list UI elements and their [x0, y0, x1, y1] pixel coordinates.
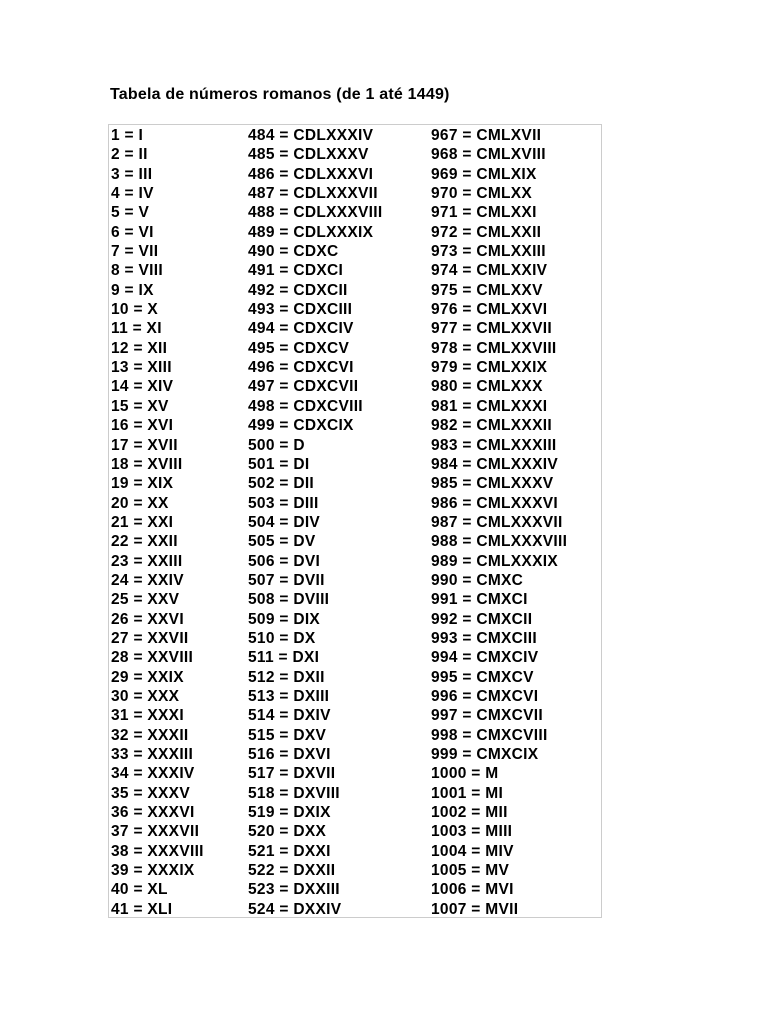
table-entry: 505 = DV — [248, 533, 316, 551]
table-entry: 997 = CMXCVII — [431, 707, 544, 725]
table-entry: 34 = XXXIV — [111, 765, 195, 783]
table-entry: 984 = CMLXXXIV — [431, 455, 558, 473]
table-entry: 524 = DXXIV — [248, 900, 342, 918]
table-entry: 1004 = MIV — [431, 842, 514, 860]
table-entry: 484 = CDLXXXIV — [248, 127, 374, 144]
table-entry: 491 = CDXCI — [248, 262, 344, 280]
table-entry: 977 = CMLXXVII — [431, 320, 552, 338]
table-entry: 991 = CMXCI — [431, 591, 528, 609]
table-entry: 8 = VIII — [111, 262, 163, 280]
table-entry: 999 = CMXCIX — [431, 746, 539, 763]
table-entry: 25 = XXV — [111, 591, 180, 609]
table-entry: 998 = CMXCVIII — [431, 726, 548, 744]
table-entry: 492 = CDXCII — [248, 281, 348, 299]
table-entry: 990 = CMXC — [431, 571, 524, 589]
table-entry: 507 = DVII — [248, 571, 325, 589]
table-entry: 515 = DXV — [248, 726, 327, 744]
table-entry: 1002 = MII — [431, 804, 508, 822]
table-entry: 972 = CMLXXII — [431, 223, 542, 241]
table-entry: 1 = I — [111, 127, 144, 144]
table-entry: 20 = XX — [111, 494, 169, 512]
table-entry: 2 = II — [111, 146, 148, 164]
table-entry: 13 = XIII — [111, 359, 172, 377]
table-column-2 — [248, 126, 382, 919]
table-entry: 983 = CMLXXXIII — [431, 436, 557, 454]
table-entry: 489 = CDLXXXIX — [248, 223, 374, 241]
table-entry: 1007 = MVII — [431, 900, 519, 918]
table-entry: 29 = XXIX — [111, 668, 184, 686]
table-entry: 495 = CDXCV — [248, 339, 350, 357]
table-entry: 36 = XXXVI — [111, 804, 195, 822]
table-entry: 6 = VI — [111, 223, 154, 241]
table-entry: 523 = DXXIII — [248, 881, 340, 899]
table-entry: 504 = DIV — [248, 513, 321, 531]
table-entry: 509 = DIX — [248, 610, 321, 628]
table-entry: 995 = CMXCV — [431, 668, 534, 686]
table-entry: 9 = IX — [111, 281, 154, 299]
table-entry: 520 = DXX — [248, 823, 327, 841]
table-entry: 993 = CMXCIII — [431, 629, 537, 647]
table-entry: 26 = XXVI — [111, 610, 184, 628]
page-title: Tabela de números romanos (de 1 até 1449) — [110, 86, 450, 103]
table-entry: 498 = CDXCVIII — [248, 397, 363, 415]
table-entry: 493 = CDXCIII — [248, 301, 353, 319]
table-entry: 21 = XXI — [111, 513, 174, 531]
table-entry: 970 = CMLXX — [431, 185, 533, 203]
table-entry: 975 = CMLXXV — [431, 281, 543, 299]
table-entry: 35 = XXXV — [111, 784, 190, 802]
table-entry: 19 = XIX — [111, 475, 174, 493]
table-entry: 487 = CDLXXXVII — [248, 185, 378, 203]
table-entry: 27 = XXVII — [111, 629, 189, 647]
table-entry: 32 = XXXII — [111, 726, 189, 744]
table-entry: 986 = CMLXXXVI — [431, 494, 558, 512]
table-entry: 1003 = MIII — [431, 823, 513, 841]
table-entry: 24 = XXIV — [111, 571, 184, 589]
table-entry: 996 = CMXCVI — [431, 687, 539, 705]
table-entry: 518 = DXVIII — [248, 784, 340, 802]
table-entry: 510 = DX — [248, 629, 316, 647]
table-entry: 40 = XL — [111, 881, 168, 899]
table-entry: 513 = DXIII — [248, 687, 330, 705]
table-entry: 7 = VII — [111, 243, 159, 261]
table-entry: 22 = XXII — [111, 533, 178, 551]
table-entry: 976 = CMLXXVI — [431, 301, 548, 319]
table-entry: 11 = XI — [111, 320, 162, 338]
table-entry: 31 = XXXI — [111, 707, 184, 725]
table-entry: 978 = CMLXXVIII — [431, 339, 557, 357]
table-entry: 3 = III — [111, 165, 153, 183]
table-entry: 494 = CDXCIV — [248, 320, 354, 338]
table-entry: 516 = DXVI — [248, 746, 331, 763]
table-entry: 12 = XII — [111, 339, 168, 357]
table-entry: 519 = DXIX — [248, 804, 331, 822]
table-entry: 1006 = MVI — [431, 881, 514, 899]
table-entry: 511 = DXI — [248, 649, 320, 667]
table-entry: 18 = XVIII — [111, 455, 183, 473]
table-entry: 5 = V — [111, 204, 150, 222]
table-entry: 30 = XXX — [111, 687, 180, 705]
table-entry: 969 = CMLXIX — [431, 165, 537, 183]
table-entry: 981 = CMLXXXI — [431, 397, 548, 415]
table-entry: 488 = CDLXXXVIII — [248, 204, 383, 222]
table-entry: 501 = DI — [248, 455, 310, 473]
table-entry: 486 = CDLXXXVI — [248, 165, 374, 183]
table-entry: 967 = CMLXVII — [431, 127, 542, 144]
table-entry: 23 = XXIII — [111, 552, 183, 570]
table-entry: 37 = XXXVII — [111, 823, 200, 841]
table-entry: 15 = XV — [111, 397, 169, 415]
table-entry: 974 = CMLXXIV — [431, 262, 548, 280]
table-entry: 28 = XXVIII — [111, 649, 194, 667]
roman-numerals-table — [108, 124, 602, 918]
table-entry: 490 = CDXC — [248, 243, 339, 261]
table-entry: 33 = XXXIII — [111, 746, 194, 763]
table-entry: 968 = CMLXVIII — [431, 146, 546, 164]
table-entry: 503 = DIII — [248, 494, 319, 512]
table-column-1 — [111, 126, 204, 919]
table-entry: 10 = X — [111, 301, 159, 319]
table-entry: 512 = DXII — [248, 668, 325, 686]
table-entry: 497 = CDXCVII — [248, 378, 359, 396]
table-entry: 500 = D — [248, 436, 305, 454]
table-entry: 994 = CMXCIV — [431, 649, 539, 667]
table-entry: 1001 = MI — [431, 784, 504, 802]
table-entry: 521 = DXXI — [248, 842, 331, 860]
table-entry: 989 = CMLXXXIX — [431, 552, 558, 570]
table-entry: 985 = CMLXXXV — [431, 475, 554, 493]
table-entry: 514 = DXIV — [248, 707, 331, 725]
table-column-3 — [431, 126, 567, 919]
table-entry: 522 = DXXII — [248, 862, 336, 880]
table-entry: 41 = XLI — [111, 900, 173, 918]
table-entry: 38 = XXXVIII — [111, 842, 204, 860]
table-entry: 517 = DXVII — [248, 765, 336, 783]
table-entry: 499 = CDXCIX — [248, 417, 354, 435]
table-entry: 17 = XVII — [111, 436, 178, 454]
table-entry: 973 = CMLXXIII — [431, 243, 546, 261]
table-entry: 980 = CMLXXX — [431, 378, 543, 396]
table-entry: 982 = CMLXXXII — [431, 417, 552, 435]
table-entry: 987 = CMLXXXVII — [431, 513, 563, 531]
table-entry: 14 = XIV — [111, 378, 174, 396]
table-entry: 4 = IV — [111, 185, 154, 203]
table-entry: 1000 = M — [431, 765, 499, 783]
table-entry: 502 = DII — [248, 475, 315, 493]
table-entry: 1005 = MV — [431, 862, 510, 880]
table-entry: 39 = XXXIX — [111, 862, 195, 880]
table-entry: 485 = CDLXXXV — [248, 146, 369, 164]
table-entry: 988 = CMLXXXVIII — [431, 533, 568, 551]
table-entry: 992 = CMXCII — [431, 610, 533, 628]
table-entry: 506 = DVI — [248, 552, 321, 570]
table-entry: 979 = CMLXXIX — [431, 359, 548, 377]
table-entry: 508 = DVIII — [248, 591, 330, 609]
table-entry: 496 = CDXCVI — [248, 359, 354, 377]
table-entry: 971 = CMLXXI — [431, 204, 537, 222]
table-entry: 16 = XVI — [111, 417, 174, 435]
